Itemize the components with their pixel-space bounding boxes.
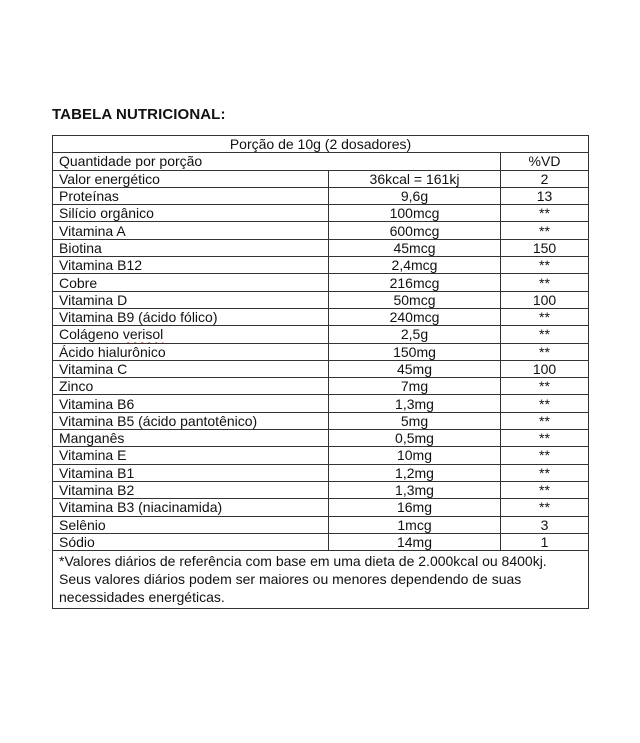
nutrient-amount: 1,3mg <box>329 481 501 498</box>
nutrient-name: Ácido hialurônico <box>53 343 329 360</box>
table-row <box>53 239 589 256</box>
nutrient-amount: 16mg <box>329 499 501 516</box>
nutrient-amount: 14mg <box>329 533 501 550</box>
vd-header: %VD <box>501 153 589 170</box>
table-row <box>53 326 589 343</box>
page-title: TABELA NUTRICIONAL: <box>52 106 226 123</box>
nutrient-vd: ** <box>501 308 589 325</box>
portion-row <box>53 136 589 153</box>
nutrient-vd: ** <box>501 343 589 360</box>
nutrient-vd: 1 <box>501 533 589 550</box>
table-row <box>53 464 589 481</box>
nutrient-amount: 45mg <box>329 360 501 377</box>
nutrient-name: Vitamina E <box>53 447 329 464</box>
nutrient-amount: 1mcg <box>329 516 501 533</box>
nutrient-vd: ** <box>501 430 589 447</box>
table-row <box>53 205 589 222</box>
table-row <box>53 395 589 412</box>
nutrient-vd: 2 <box>501 170 589 187</box>
nutrient-amount: 5mg <box>329 412 501 429</box>
nutrient-amount: 10mg <box>329 447 501 464</box>
table-row <box>53 360 589 377</box>
table-row <box>53 308 589 325</box>
nutrient-name: Vitamina C <box>53 360 329 377</box>
nutrient-name: Vitamina B2 <box>53 481 329 498</box>
nutrient-name: Vitamina D <box>53 291 329 308</box>
nutrient-amount: 1,3mg <box>329 395 501 412</box>
nutrient-vd: ** <box>501 378 589 395</box>
table-row <box>53 516 589 533</box>
quantity-header: Quantidade por porção <box>53 153 501 170</box>
nutrient-amount: 216mcg <box>329 274 501 291</box>
nutrient-name: Vitamina A <box>53 222 329 239</box>
table-row <box>53 499 589 516</box>
nutrient-vd: 100 <box>501 360 589 377</box>
nutrient-name: Valor energético <box>53 170 329 187</box>
nutrient-vd: ** <box>501 447 589 464</box>
nutrient-vd: ** <box>501 395 589 412</box>
table-row <box>53 274 589 291</box>
nutrient-amount: 9,6g <box>329 187 501 204</box>
nutrient-name: Vitamina B6 <box>53 395 329 412</box>
nutrient-name: Biotina <box>53 239 329 256</box>
table-row <box>53 257 589 274</box>
nutrient-vd: 3 <box>501 516 589 533</box>
table-row <box>53 481 589 498</box>
nutrient-name: Selênio <box>53 516 329 533</box>
nutrient-amount: 2,5g <box>329 326 501 343</box>
nutrient-name: Vitamina B1 <box>53 464 329 481</box>
nutrient-vd: ** <box>501 464 589 481</box>
nutrient-name: Manganês <box>53 430 329 447</box>
nutrient-name <box>53 326 329 343</box>
nutrient-amount: 0,5mg <box>329 430 501 447</box>
nutrient-amount: 36kcal = 161kj <box>329 170 501 187</box>
nutrient-name: Vitamina B5 (ácido pantotênico) <box>53 412 329 429</box>
nutrient-amount: 100mcg <box>329 205 501 222</box>
table-row <box>53 412 589 429</box>
nutrient-vd: ** <box>501 222 589 239</box>
nutrient-vd: ** <box>501 205 589 222</box>
table-row <box>53 378 589 395</box>
nutrient-name: Proteínas <box>53 187 329 204</box>
nutrient-name: Silício orgânico <box>53 205 329 222</box>
nutrient-amount: 2,4mcg <box>329 257 501 274</box>
nutrient-name: Vitamina B12 <box>53 257 329 274</box>
footnote-row <box>53 551 589 609</box>
header-row <box>53 153 589 170</box>
nutrient-vd: 100 <box>501 291 589 308</box>
nutrient-vd: 13 <box>501 187 589 204</box>
nutrient-vd: 150 <box>501 239 589 256</box>
nutrition-table <box>52 135 589 609</box>
nutrient-vd: ** <box>501 481 589 498</box>
nutrient-name: Cobre <box>53 274 329 291</box>
nutrient-amount: 7mg <box>329 378 501 395</box>
table-row <box>53 430 589 447</box>
nutrient-name: Zinco <box>53 378 329 395</box>
nutrient-vd: ** <box>501 257 589 274</box>
table-row <box>53 187 589 204</box>
table-row <box>53 222 589 239</box>
nutrient-name: Vitamina B9 (ácido fólico) <box>53 308 329 325</box>
table-row <box>53 291 589 308</box>
portion-label: Porção de 10g (2 dosadores) <box>53 136 589 153</box>
nutrient-vd: ** <box>501 499 589 516</box>
nutrient-vd: ** <box>501 326 589 343</box>
table-row <box>53 170 589 187</box>
nutrient-amount: 1,2mg <box>329 464 501 481</box>
table-row <box>53 343 589 360</box>
nutrient-vd: ** <box>501 274 589 291</box>
table-row <box>53 447 589 464</box>
table-row <box>53 533 589 550</box>
nutrient-amount: 50mcg <box>329 291 501 308</box>
nutrient-name: Vitamina B3 (niacinamida) <box>53 499 329 516</box>
nutrient-amount: 45mcg <box>329 239 501 256</box>
footnote: *Valores diários de referência com base em uma dieta de 2.000kcal ou 8400kj. Seus valores diários podem ser maiores ou menores dependendo de suas necessidades energéticas. <box>53 551 589 609</box>
nutrient-amount: 240mcg <box>329 308 501 325</box>
nutrient-amount: 600mcg <box>329 222 501 239</box>
nutrient-vd: ** <box>501 412 589 429</box>
spellcheck-underlined-word: verisol <box>122 326 164 343</box>
nutrient-name-prefix: Colágeno <box>59 326 123 343</box>
nutrient-amount: 150mg <box>329 343 501 360</box>
nutrient-name: Sódio <box>53 533 329 550</box>
